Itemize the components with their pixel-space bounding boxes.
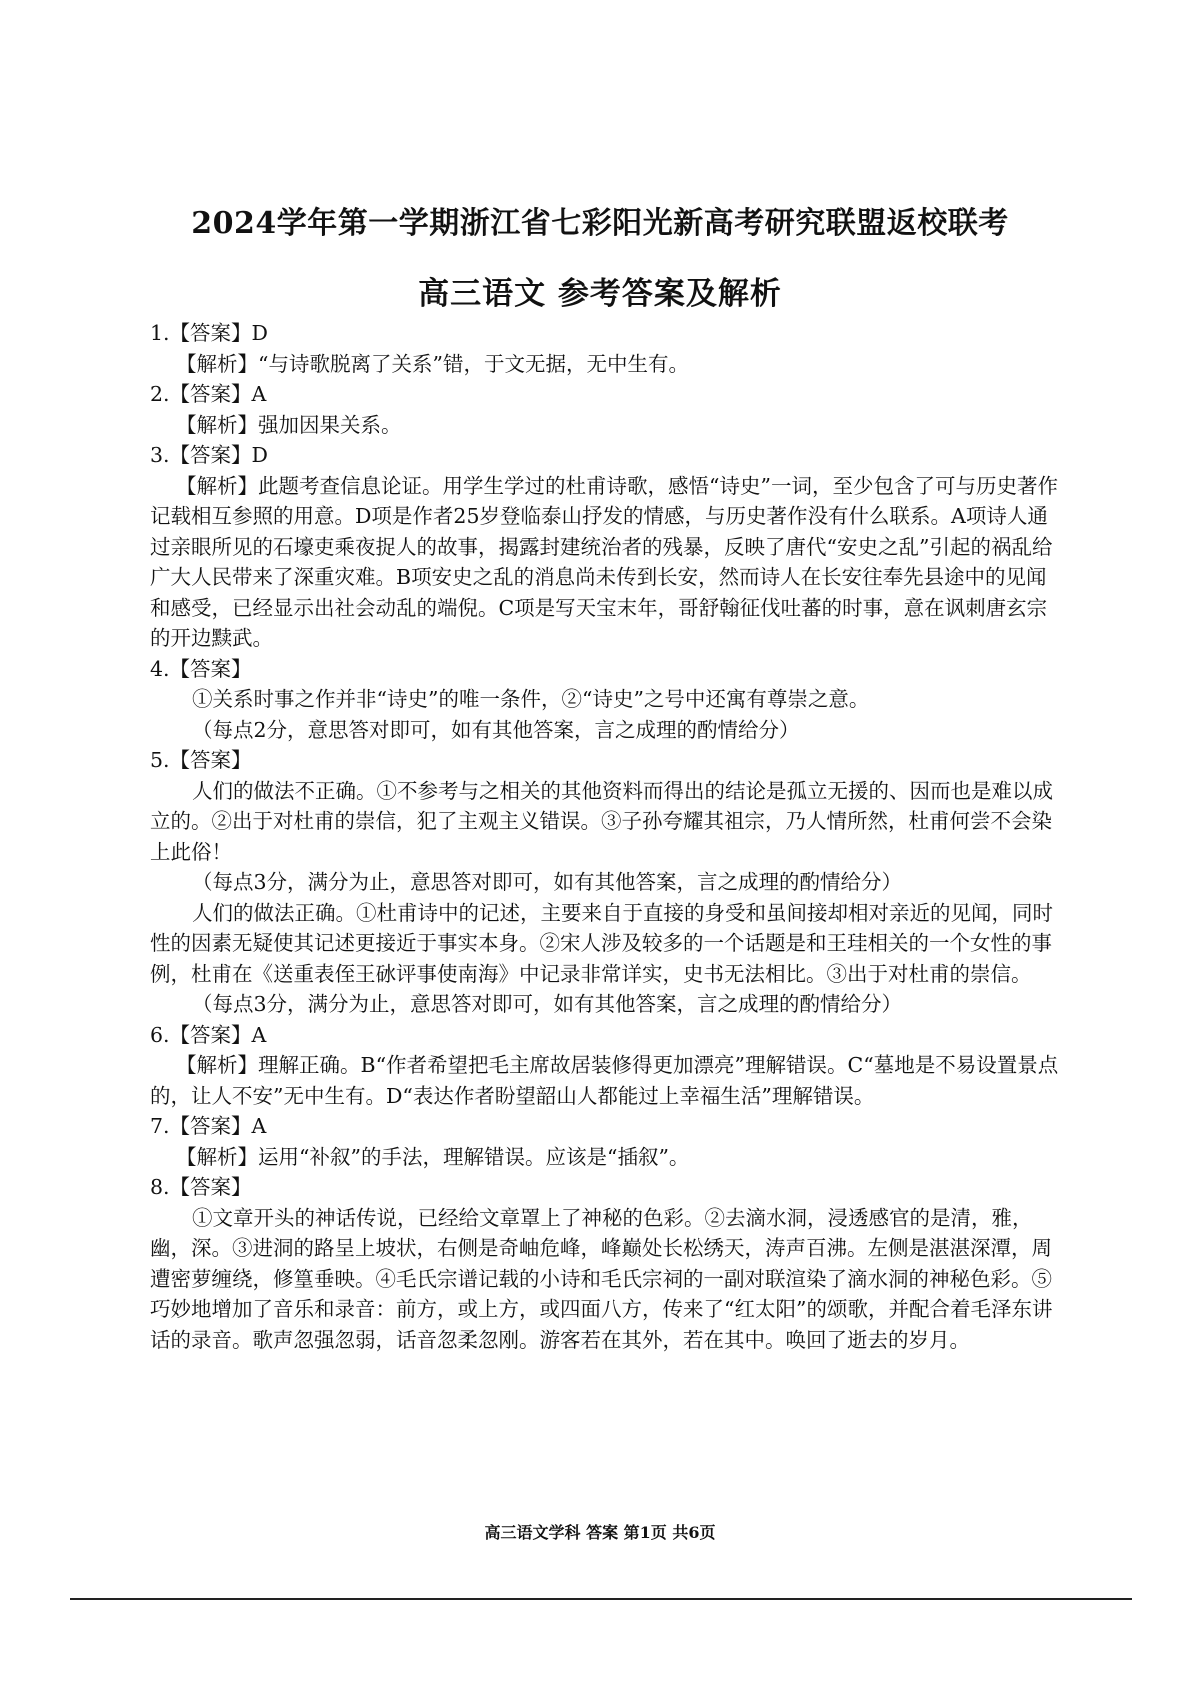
q4-answer: 4.【答案】 (150, 656, 252, 681)
q7-answer: 7.【答案】A (150, 1114, 267, 1138)
q2-answer: 2.【答案】A (150, 382, 267, 406)
q3-answer: 3.【答案】D (150, 443, 268, 467)
q8-answer-body: ①文章开头的神话传说，已经给文章罩上了神秘的色彩。②去滴水洞，浸透感官的是清，雅，幽，深。③进洞的路呈上坡状，右侧是奇岫危峰，峰巅处长松绣天，涛声百沸。左侧是湛湛深潭，周遭密萝缠绕，修篁垂映。④毛氏宗谱记载的小诗和毛氏宗祠的一副对联渲染了滴水洞的神秘色彩。⑤巧妙地增加了音乐和录音：前方，或上方，或四面八方，传来了“红太阳”的颂歌，并配合着毛泽东讲话的录音。歌声忽强忽弱，话音忽柔忽刚。游客若在其外，若在其中。唤回了逝去的岁月。 (150, 1205, 1053, 1352)
q5-answer: 5.【答案】 (150, 748, 252, 772)
document-subtitle: 高三语文 参考答案及解析 (418, 276, 782, 312)
q6-explanation: 【解析】理解正确。B“作者希望把毛主席故居装修得更加漂亮”理解错误。C“墓地是不易设置景点的，让人不安”无中生有。D“表达作者盼望韶山人都能过上幸福生活”理解错误。 (150, 1053, 1059, 1108)
answer-content (150, 318, 1065, 1355)
q4-scoring-note: （每点2分，意思答对即可，如有其他答案，言之成理的酌情给分） (192, 717, 800, 742)
bottom-divider (70, 1598, 1132, 1600)
document-title: 2024学年第一学期浙江省七彩阳光新高考研究联盟返校联考 (191, 206, 1009, 241)
q5-answer-body-2: 人们的做法正确。①杜甫诗中的记述，主要来自于直接的身受和虽间接却相对亲近的见闻，同时性的因素无疑使其记述更接近于事实本身。②宋人涉及较多的一个话题是和王珪相关的一个女性的事例，杜甫在《送重表侄王砅评事使南海》中记录非常详实，史书无法相比。③出于对杜甫的崇信。 (150, 900, 1053, 986)
q7-explanation: 【解析】运用“补叙”的手法，理解错误。应该是“插叙”。 (176, 1144, 690, 1169)
q8-answer: 8.【答案】 (150, 1175, 252, 1199)
q6-answer: 6.【答案】A (150, 1022, 267, 1047)
q5-answer-body-1: 人们的做法不正确。①不参考与之相关的其他资料而得出的结论是孤立无援的、因而也是难以成立的。②出于对杜甫的崇信，犯了主观主义错误。③子孙夸耀其祖宗，乃人情所然，杜甫何尝不会染上此俗！ (150, 778, 1053, 864)
q5-scoring-note-1: （每点3分，满分为止，意思答对即可，如有其他答案，言之成理的酌情给分） (192, 870, 903, 894)
page-footer: 高三语文学科 答案 第1页 共6页 (484, 1523, 716, 1542)
q3-explanation: 【解析】此题考查信息论证。用学生学过的杜甫诗歌，感悟“诗史”一词，至少包含了可与历史著作记载相互参照的用意。D项是作者25岁登临泰山抒发的情感，与历史著作没有什么联系。A项诗人通过亲眼所见的石壕吏乘夜捉人的故事，揭露封建统治者的残暴，反映了唐代“安史之乱”引起的祸乱给广大人民带来了深重灾难。B项安史之乱的消息尚未传到长安，然而诗人在长安往奉先县途中的见闻和感受，已经显示出社会动乱的端倪。C项是写天宝末年，哥舒翰征伐吐蕃的时事，意在讽刺唐玄宗的开边黩武。 (150, 473, 1058, 650)
q1-answer: 1.【答案】D (150, 321, 268, 345)
q4-answer-body: ①关系时事之作并非“诗史”的唯一条件，②“诗史”之号中还寓有尊崇之意。 (192, 687, 870, 711)
q2-explanation: 【解析】强加因果关系。 (176, 412, 402, 437)
q1-explanation: 【解析】“与诗歌脱离了关系”错，于文无据，无中生有。 (176, 351, 689, 376)
q5-scoring-note-2: （每点3分，满分为止，意思答对即可，如有其他答案，言之成理的酌情给分） (192, 992, 903, 1016)
